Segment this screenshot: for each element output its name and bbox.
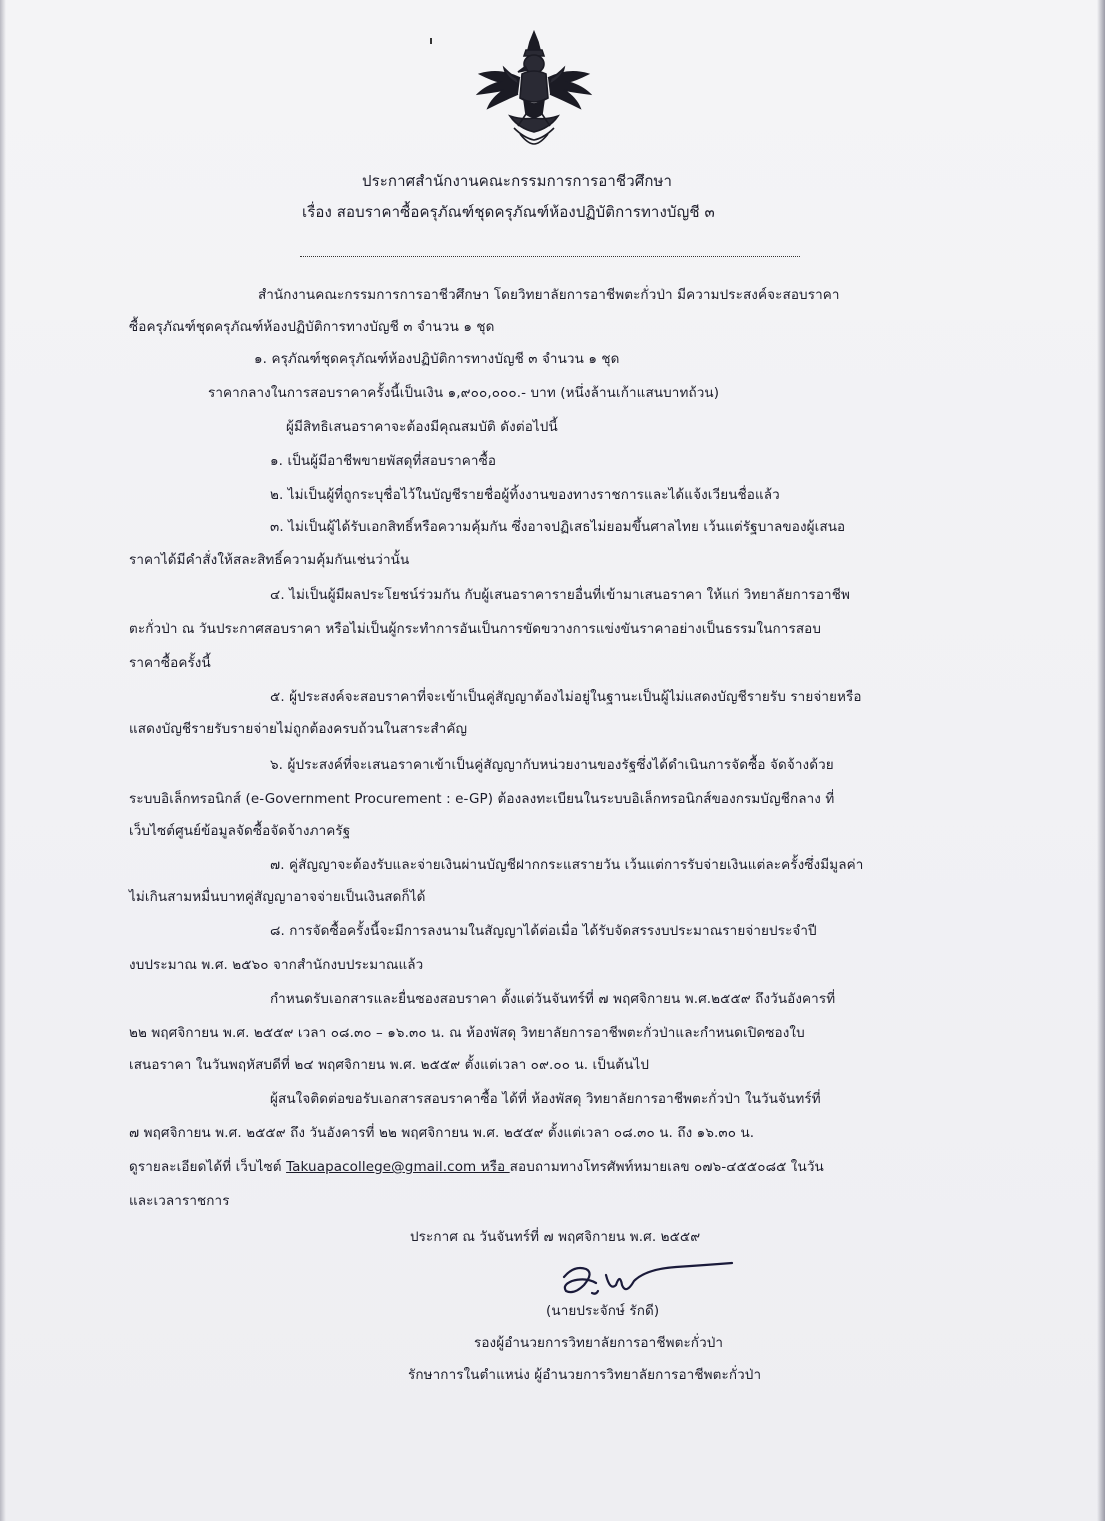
qualification-7-line-2: ไม่เกินสามหมื่นบาทคู่สัญญาอาจจ่ายเป็นเงินสดก็ได้ (129, 889, 426, 905)
schedule-line-3: เสนอราคา ในวันพฤหัสบดีที่ ๒๔ พฤศจิกายน พ.ศ. ๒๕๕๙ ตั้งแต่เวลา ๐๙.๐๐ น. เป็นต้นไป (129, 1057, 650, 1073)
qualification-3-line-2: ราคาได้มีคำสั่งให้สละสิทธิ์ความคุ้มกันเช่นว่านั้น (129, 552, 410, 568)
qualification-1: ๑. เป็นผู้มีอาชีพขายพัสดุที่สอบราคาซื้อ (270, 453, 497, 469)
handwritten-signature (556, 1255, 736, 1307)
signer-position-2: รักษาการในตำแหน่ง ผู้อำนวยการวิทยาลัยการอาชีพตะกั่วป่า (408, 1367, 762, 1383)
qualification-3-line-1: ๓. ไม่เป็นผู้ได้รับเอกสิทธิ์หรือความคุ้มกัน ซึ่งอาจปฏิเสธไม่ยอมขึ้นศาลไทย เว้นแต่รัฐบาลของผู้เสนอ (270, 519, 846, 535)
qualification-6-line-1: ๖. ผู้ประสงค์ที่จะเสนอราคาเข้าเป็นคู่สัญญากับหน่วยงานของรัฐซึ่งได้ดำเนินการจัดซื้อ จัดจ้างด้วย (270, 757, 834, 773)
qualification-5-line-2: แสดงบัญชีรายรับรายจ่ายไม่ถูกต้องครบถ้วนในสาระสำคัญ (129, 721, 468, 737)
signer-name: (นายประจักษ์ รักดี) (546, 1303, 660, 1319)
reference-price: ราคากลางในการสอบราคาครั้งนี้เป็นเงิน ๑,๙๐๐,๐๐๐.- บาท (หนึ่งล้านเก้าแสนบาทถ้วน) (208, 385, 720, 401)
qualification-4-line-2: ตะกั่วป่า ณ วันประกาศสอบราคา หรือไม่เป็นผู้กระทำการอันเป็นการขัดขวางการแข่งขันราคาอย่างเป็นธรรมในการสอบ (129, 621, 822, 637)
qualification-4-line-3: ราคาซื้อครั้งนี้ (129, 655, 211, 671)
qualification-6-line-3: เว็บไซต์ศูนย์ข้อมูลจัดซื้อจัดจ้างภาครัฐ (129, 823, 351, 839)
qualification-heading: ผู้มีสิทธิเสนอราคาจะต้องมีคุณสมบัติ ดังต่อไปนี้ (286, 419, 558, 435)
intro-line-2: ซื้อครุภัณฑ์ชุดครุภัณฑ์ห้องปฏิบัติการทางบัญชี ๓ จำนวน ๑ ชุด (129, 319, 495, 335)
qualification-4-line-1: ๔. ไม่เป็นผู้มีผลประโยชน์ร่วมกัน กับผู้เสนอราคารายอื่นที่เข้ามาเสนอราคา ให้แก่ วิทยาลัยการอาชีพ (270, 587, 850, 603)
qualification-8-line-2: งบประมาณ พ.ศ. ๒๕๖๐ จากสำนักงบประมาณแล้ว (129, 957, 424, 973)
contact-line-3 (129, 1158, 824, 1176)
scan-edge-left (0, 0, 6, 1521)
qualification-2: ๒. ไม่เป็นผู้ที่ถูกระบุชื่อไว้ในบัญชีรายชื่อผู้ทิ้งงานของทางราชการและได้แจ้งเวียนชื่อแล้ว (270, 487, 780, 503)
scan-speck (430, 38, 432, 44)
intro-line-1: สำนักงานคณะกรรมการการอาชีวศึกษา โดยวิทยาลัยการอาชีพตะกั่วป่า มีความประสงค์จะสอบราคา (258, 287, 840, 303)
contact-line-2: ๗ พฤศจิกายน พ.ศ. ๒๕๕๙ ถึง วันอังคารที่ ๒๒ พฤศจิกายน พ.ศ. ๒๕๕๙ ตั้งแต่เวลา ๐๘.๓๐ น. ถึง ๑๖.๓๐ น. (129, 1125, 755, 1141)
contact-email-link[interactable]: Takuapacollege@gmail.com หรือ (286, 1159, 510, 1175)
qualification-6-line-2: ระบบอิเล็กทรอนิกส์ (e-Government Procurement : e-GP) ต้องลงทะเบียนในระบบอิเล็กทรอนิกส์ของกรมบัญชีกลาง ที่ (129, 791, 835, 807)
qualification-7-line-1: ๗. คู่สัญญาจะต้องรับและจ่ายเงินผ่านบัญชีฝากกระแสรายวัน เว้นแต่การรับจ่ายเงินแต่ละครั้งซึ่งมีมูลค่า (270, 857, 864, 873)
contact-line-4: และเวลาราชการ (129, 1193, 230, 1209)
header-divider (300, 256, 800, 257)
announcement-date: ประกาศ ณ วันจันทร์ที่ ๗ พฤศจิกายน พ.ศ. ๒๕๕๙ (410, 1229, 701, 1245)
contact-line-3-suffix: สอบถามทางโทรศัพท์หมายเลข ๐๗๖-๔๕๕๐๘๕ ในวัน (509, 1159, 824, 1175)
signer-position-1: รองผู้อำนวยการวิทยาลัยการอาชีพตะกั่วป่า (474, 1335, 724, 1351)
document-subject: เรื่อง สอบราคาซื้อครุภัณฑ์ชุดครุภัณฑ์ห้องปฏิบัติการทางบัญชี ๓ (302, 203, 715, 221)
contact-line-1: ผู้สนใจติดต่อขอรับเอกสารสอบราคาซื้อ ได้ที่ ห้องพัสดุ วิทยาลัยการอาชีพตะกั่วป่า ในวันจันทร์ที่ (270, 1091, 821, 1107)
qualification-5-line-1: ๕. ผู้ประสงค์จะสอบราคาที่จะเข้าเป็นคู่สัญญาต้องไม่อยู่ในฐานะเป็นผู้ไม่แสดงบัญชีรายรับ รายจ่ายหรือ (270, 689, 862, 705)
schedule-line-2: ๒๒ พฤศจิกายน พ.ศ. ๒๕๕๙ เวลา ๐๘.๓๐ – ๑๖.๓๐ น. ณ ห้องพัสดุ วิทยาลัยการอาชีพตะกั่วป่าและกำหนดเปิดซองใบ (129, 1025, 805, 1041)
schedule-line-1: กำหนดรับเอกสารและยื่นซองสอบราคา ตั้งแต่วันจันทร์ที่ ๗ พฤศจิกายน พ.ศ.๒๕๕๙ ถึงวันอังคารที่ (270, 991, 836, 1007)
qualification-8-line-1: ๘. การจัดซื้อครั้งนี้จะมีการลงนามในสัญญาได้ต่อเมื่อ ได้รับจัดสรรงบประมาณรายจ่ายประจำปี (270, 923, 817, 939)
garuda-emblem-icon (470, 28, 598, 146)
scan-edge-right (1097, 0, 1105, 1521)
contact-line-3-prefix: ดูรายละเอียดได้ที่ เว็บไซต์ (129, 1159, 287, 1175)
document-title: ประกาศสำนักงานคณะกรรมการการอาชีวศึกษา (362, 172, 673, 190)
item-1: ๑. ครุภัณฑ์ชุดครุภัณฑ์ห้องปฏิบัติการทางบัญชี ๓ จำนวน ๑ ชุด (254, 351, 620, 367)
